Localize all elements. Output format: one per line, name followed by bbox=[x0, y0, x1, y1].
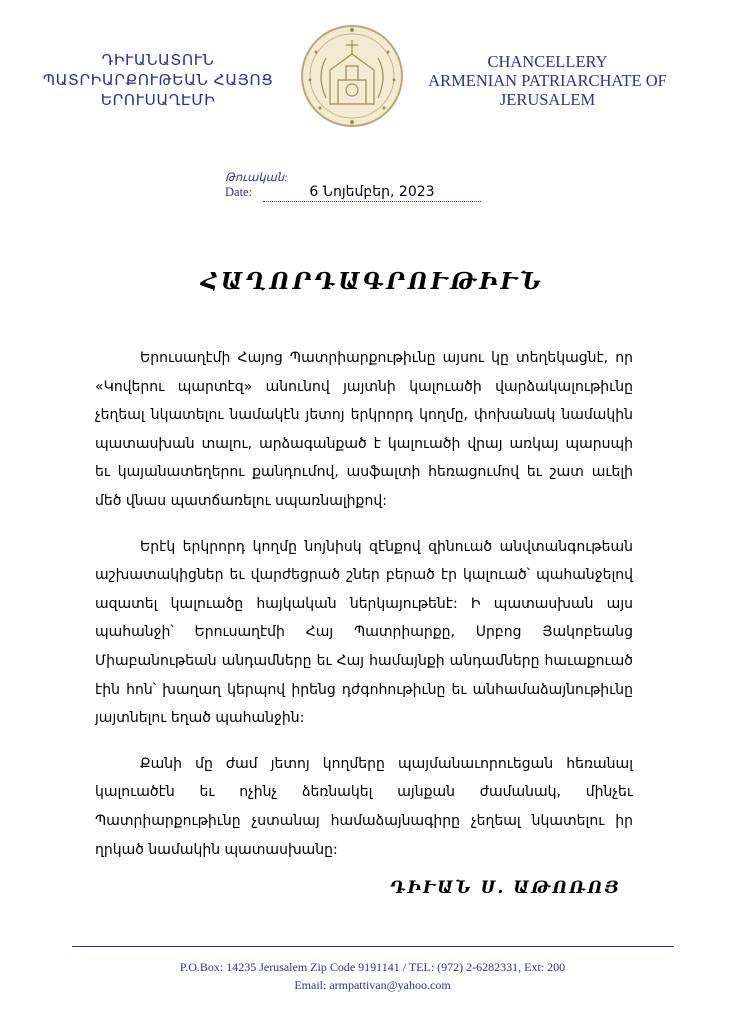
letterhead-armenian bbox=[28, 50, 288, 110]
footer-divider bbox=[72, 946, 674, 947]
document-title: ՀԱՂՈՐԴԱԳՐՈՒԹԻՒՆ bbox=[200, 268, 545, 295]
letterhead-armenian-line-2: ՊԱՏՐԻԱՐՔՈՒԹԵԱՆ ՀԱՅՈՑ bbox=[42, 71, 274, 89]
body-paragraph-2: Երէկ երկրորդ կողմը նոյնիսկ զէնքով զինուած անվտանգութեան աշխատակիցներ եւ վարժեցրած շներ բերած էր կալուած՝ պահանջելով ազատել կալուածը հայկական ներկայութենէ: Ի պատասխան այս պահանջի՝ Երուսաղէմի Հայ Պատրիարքը, Սրբոց Յակոբեանց Միաբանութեան անդամները եւ Հայ համայնքի անդամները հաւաքուած էին հոն՝ խաղաղ կերպով իրենց դժգոհութիւնը եւ անհամաձայնութիւնը յայտնելու եղած պահանջին: bbox=[95, 538, 633, 727]
letterhead-english-line-3: JERUSALEM bbox=[499, 90, 596, 109]
body-paragraph-3: Քանի մը ժամ յետոյ կողմերը պայմանաւորուեցան հեռանալ կալուածէն եւ ոչինչ ձեռնակել այնքան ժամանակ, մինչեւ Պատրիարքութիւնը չստանայ համաձայնագիրը չեղեալ նկատելու իր ղրկած նամակին պատասխանը: bbox=[95, 755, 633, 858]
body-paragraph-1: Երուսաղէմի Հայոց Պատրիարքութիւնը այսու կը տեղեկացնէ, որ «Կովերու պարտէզ» անունով յայտնի կալուածի վարձակալութիւնը չեղեալ նկատելու նամակէն յետոյ երկրորդ կողմը, փոխանակ նամակին պատասխան տալու, արձագանքած է կալուածի վրայ առկայ պարսպի եւ կայանատեղերու քանդումով, ասֆալտի հեռացումով եւ շատ աւելի մեծ վնաս պատճառելու սպառնալիքով: bbox=[95, 350, 633, 509]
signature: ԴԻՒԱՆ Ս. ԱԹՈՌՈՅ bbox=[390, 878, 621, 898]
document-body bbox=[95, 344, 633, 881]
patriarchate-seal-icon bbox=[296, 18, 408, 130]
footer-address: P.O.Box: 14235 Jerusalem Zip Code 9191141 / TEL: (972) 2-6282331, Ext: 200 bbox=[179, 960, 566, 974]
date-label-english: Date: bbox=[225, 185, 253, 199]
date-label-armenian: Թուական: bbox=[225, 172, 288, 184]
date-block bbox=[225, 172, 481, 202]
letterhead-english bbox=[420, 52, 675, 109]
date-row bbox=[225, 185, 481, 202]
letterhead-english-line-2: ARMENIAN PATRIARCHATE OF bbox=[428, 71, 667, 90]
footer-email: Email: armpattivan@yahoo.com bbox=[294, 978, 451, 992]
letterhead-english-line-1: CHANCELLERY bbox=[487, 52, 608, 71]
footer bbox=[0, 958, 745, 994]
letterhead-armenian-line-3: ԵՐՈՒՍԱՂԷՄԻ bbox=[100, 91, 216, 109]
letterhead-armenian-line-1: ԴԻՒԱՆԱՏՈՒՆ bbox=[101, 51, 215, 69]
date-value: 6 Նոյեմբեր, 2023 bbox=[263, 185, 481, 202]
